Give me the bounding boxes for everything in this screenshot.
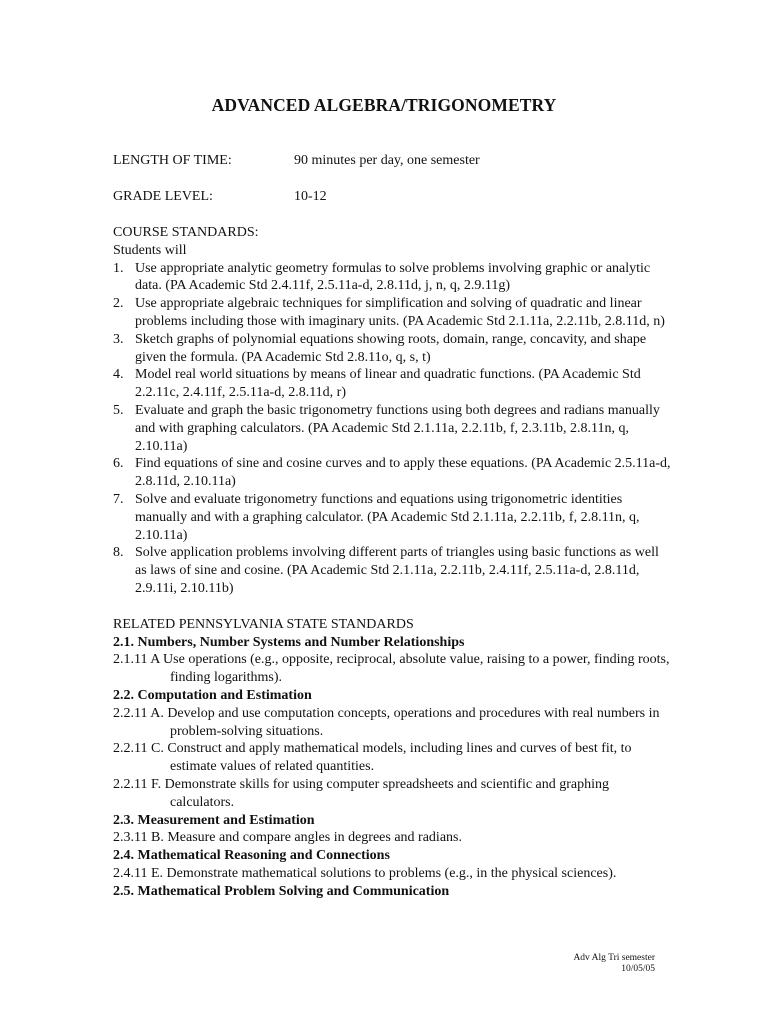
standard-item: 2.2.11 F. Demonstrate skills for using computer spreadsheets and scientific and graphing calculators. bbox=[113, 776, 610, 810]
footer-date: 10/05/05 bbox=[621, 964, 655, 974]
standard-item: 2.2.11 C. Construct and apply mathematical models, including lines and curves of best fit, to estimate values of related quantities. bbox=[113, 741, 632, 775]
list-item: 7. Solve and evaluate trigonometry functions and equations using trigonometric identities manually and with a graphing calculator. (PA Academic Std 2.1.11a, 2.2.11b, f, 2.8.11n, q, 2.10.11a) bbox=[113, 491, 640, 543]
page-footer bbox=[573, 953, 655, 975]
field-value: 90 minutes per day, one semester bbox=[294, 153, 480, 168]
field-value: 10-12 bbox=[294, 189, 327, 204]
section-heading: 2.5. Mathematical Problem Solving and Communication bbox=[113, 883, 450, 899]
list-item: 6. Find equations of sine and cosine curves and to apply these equations. (PA Academic 2.5.11a-d, 2.8.11d, 2.10.11a) bbox=[113, 456, 671, 490]
grade-level-row bbox=[113, 188, 673, 206]
document-title: ADVANCED ALGEBRA/TRIGONOMETRY bbox=[211, 95, 557, 115]
field-label: LENGTH OF TIME: bbox=[113, 153, 232, 168]
list-item: 2. Use appropriate algebraic techniques for simplification and solving of quadratic and linear problems including those with imaginary units. (PA Academic Std 2.1.11a, 2.2.11b, 2.8.11d, n) bbox=[113, 296, 665, 329]
course-standards-list bbox=[113, 260, 673, 598]
length-of-time-row bbox=[113, 152, 673, 170]
section-heading: 2.2. Computation and Estimation bbox=[113, 687, 312, 703]
list-item: 5. Evaluate and graph the basic trigonometry functions using both degrees and radians manually and with graphing calculators. (PA Academic Std 2.1.11a, 2.2.11b, f, 2.3.11b, 2.8.11n, q, 2.10.11a) bbox=[113, 402, 660, 454]
section-heading: 2.1. Numbers, Number Systems and Number Relationships bbox=[113, 634, 465, 650]
list-item: 3. Sketch graphs of polynomial equations showing roots, domain, range, concavity, and shape given the formula. (PA Academic Std 2.8.11o, q, s, t) bbox=[113, 331, 647, 365]
list-item: 8. Solve application problems involving different parts of triangles using basic functions as well as laws of sine and cosine. (PA Academic Std 2.1.11a, 2.2.11b, 2.4.11f, 2.5.11a-d, 2.8.11d, 2.9.11i, 2.10.11b) bbox=[113, 545, 659, 596]
section-heading: 2.3. Measurement and Estimation bbox=[113, 812, 315, 828]
course-standards-intro: Students will bbox=[113, 242, 187, 258]
footer-doc-name: Adv Alg Tri semester bbox=[573, 953, 655, 963]
standard-item: 2.1.11 A Use operations (e.g., opposite, reciprocal, absolute value, raising to a power, finding roots, finding logarithms). bbox=[113, 652, 670, 686]
document-body bbox=[113, 152, 673, 900]
standard-item: 2.2.11 A. Develop and use computation concepts, operations and procedures with real numbers in problem-solving situations. bbox=[113, 705, 660, 739]
section-heading: 2.4. Mathematical Reasoning and Connections bbox=[113, 848, 390, 864]
standard-item: 2.3.11 B. Measure and compare angles in degrees and radians. bbox=[113, 830, 462, 846]
standard-item: 2.4.11 E. Demonstrate mathematical solutions to problems (e.g., in the physical sciences). bbox=[113, 865, 617, 881]
field-label: GRADE LEVEL: bbox=[113, 189, 213, 204]
related-standards-heading: RELATED PENNSYLVANIA STATE STANDARDS bbox=[113, 616, 414, 632]
list-item: 1. Use appropriate analytic geometry formulas to solve problems involving graphic or analytic data. (PA Academic Std 2.4.11f, 2.5.11a-d, 2.8.11d, j, n, q, 2.9.11g) bbox=[113, 260, 651, 294]
course-standards-heading: COURSE STANDARDS: bbox=[113, 225, 259, 240]
list-item: 4. Model real world situations by means of linear and quadratic functions. (PA Academic Std 2.2.11c, 2.4.11f, 2.5.11a-d, 2.8.11d, r) bbox=[113, 367, 641, 401]
